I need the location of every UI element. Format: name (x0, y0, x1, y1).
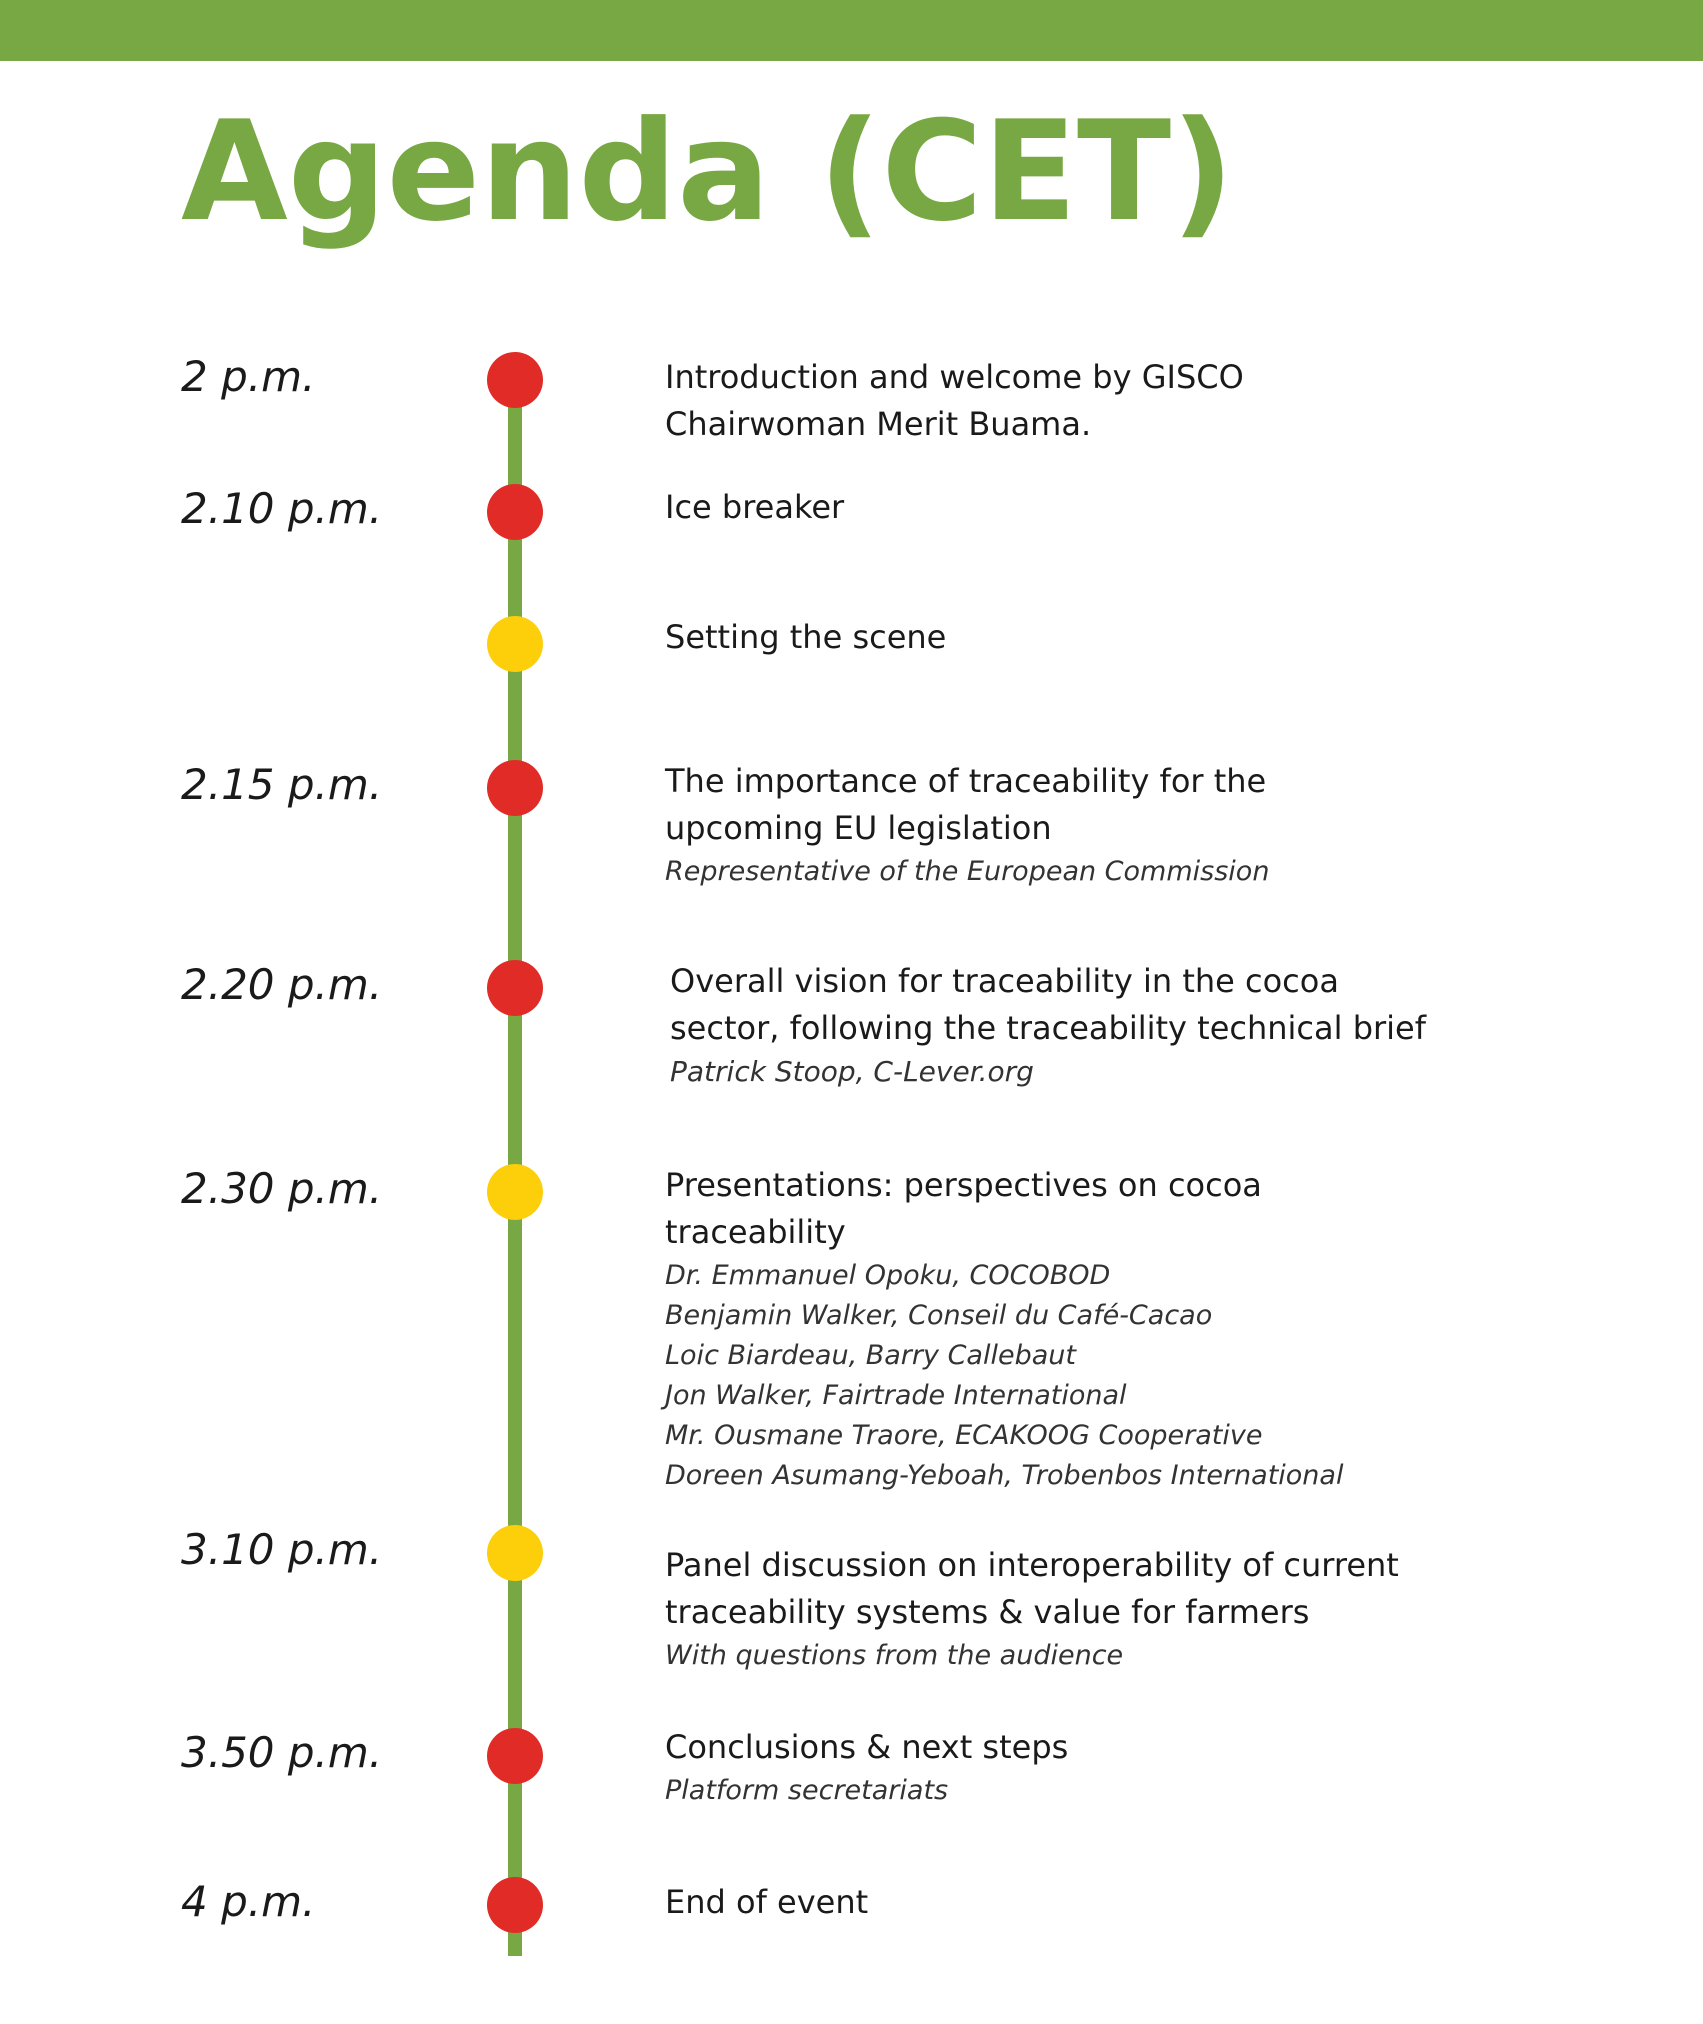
speaker-list (665, 1771, 1565, 1811)
agenda-content (665, 484, 1565, 531)
agenda-content (665, 614, 1565, 661)
agenda-content (670, 958, 1570, 1092)
agenda-content (665, 1542, 1565, 1676)
timeline-dot (487, 484, 543, 540)
agenda-title: Panel discussion on interoperability of current traceability systems & value for farmers (665, 1546, 1399, 1631)
speaker-list (665, 852, 1565, 892)
timeline-dot (487, 1525, 543, 1581)
top-banner-bar (0, 0, 1703, 61)
agenda-time: 2.20 p.m. (181, 960, 383, 1009)
speaker-list (665, 1636, 1565, 1676)
agenda-title: Introduction and welcome by GISCO Chairwoman Merit Buama. (665, 358, 1244, 443)
agenda-title: Overall vision for traceability in the cocoa sector, following the traceability technical brief (670, 962, 1426, 1047)
agenda-content (665, 354, 1565, 448)
agenda-content (665, 1162, 1565, 1496)
speaker-name: Platform secretariats (665, 1775, 949, 1806)
speaker-name: With questions from the audience (665, 1640, 1124, 1671)
agenda-title: Ice breaker (665, 488, 845, 526)
speaker-name: Dr. Emmanuel Opoku, COCOBOD (665, 1260, 1111, 1291)
timeline-dot (487, 960, 543, 1016)
timeline-dot (487, 1728, 543, 1784)
agenda-title: Presentations: perspectives on cocoa traceability (665, 1166, 1262, 1251)
agenda-content (665, 758, 1565, 892)
agenda-time: 2.15 p.m. (181, 760, 383, 809)
agenda-title: Conclusions & next steps (665, 1728, 1069, 1766)
speaker-name: Patrick Stoop, C-Lever.org (670, 1055, 1034, 1088)
agenda-time: 2.10 p.m. (181, 484, 383, 533)
agenda-time: 4 p.m. (181, 1877, 316, 1926)
speaker-name: Representative of the European Commission (665, 856, 1270, 887)
agenda-title: The importance of traceability for the upcoming EU legislation (665, 762, 1267, 847)
speaker-list (670, 1052, 1570, 1092)
agenda-time: 2.30 p.m. (181, 1164, 383, 1213)
page-title: Agenda (CET) (181, 91, 1235, 252)
timeline-dot (487, 352, 543, 408)
timeline-dot (487, 1877, 543, 1933)
agenda-title: Setting the scene (665, 618, 947, 656)
timeline-dot (487, 760, 543, 816)
speaker-name: Loic Biardeau, Barry Callebaut (665, 1340, 1076, 1371)
agenda-time: 3.10 p.m. (181, 1525, 383, 1574)
timeline-dot (487, 616, 543, 672)
agenda-time: 2 p.m. (181, 352, 316, 401)
agenda-title: End of event (665, 1883, 869, 1921)
speaker-name: Jon Walker, Fairtrade International (665, 1380, 1127, 1411)
speaker-name: Benjamin Walker, Conseil du Café-Cacao (665, 1300, 1213, 1331)
timeline-dot (487, 1164, 543, 1220)
speaker-list (665, 1256, 1565, 1496)
agenda-time: 3.50 p.m. (181, 1728, 383, 1777)
agenda-content (665, 1724, 1565, 1811)
speaker-name: Doreen Asumang-Yeboah, Trobenbos International (665, 1460, 1344, 1491)
agenda-content (665, 1879, 1565, 1926)
speaker-name: Mr. Ousmane Traore, ECAKOOG Cooperative (665, 1420, 1263, 1451)
